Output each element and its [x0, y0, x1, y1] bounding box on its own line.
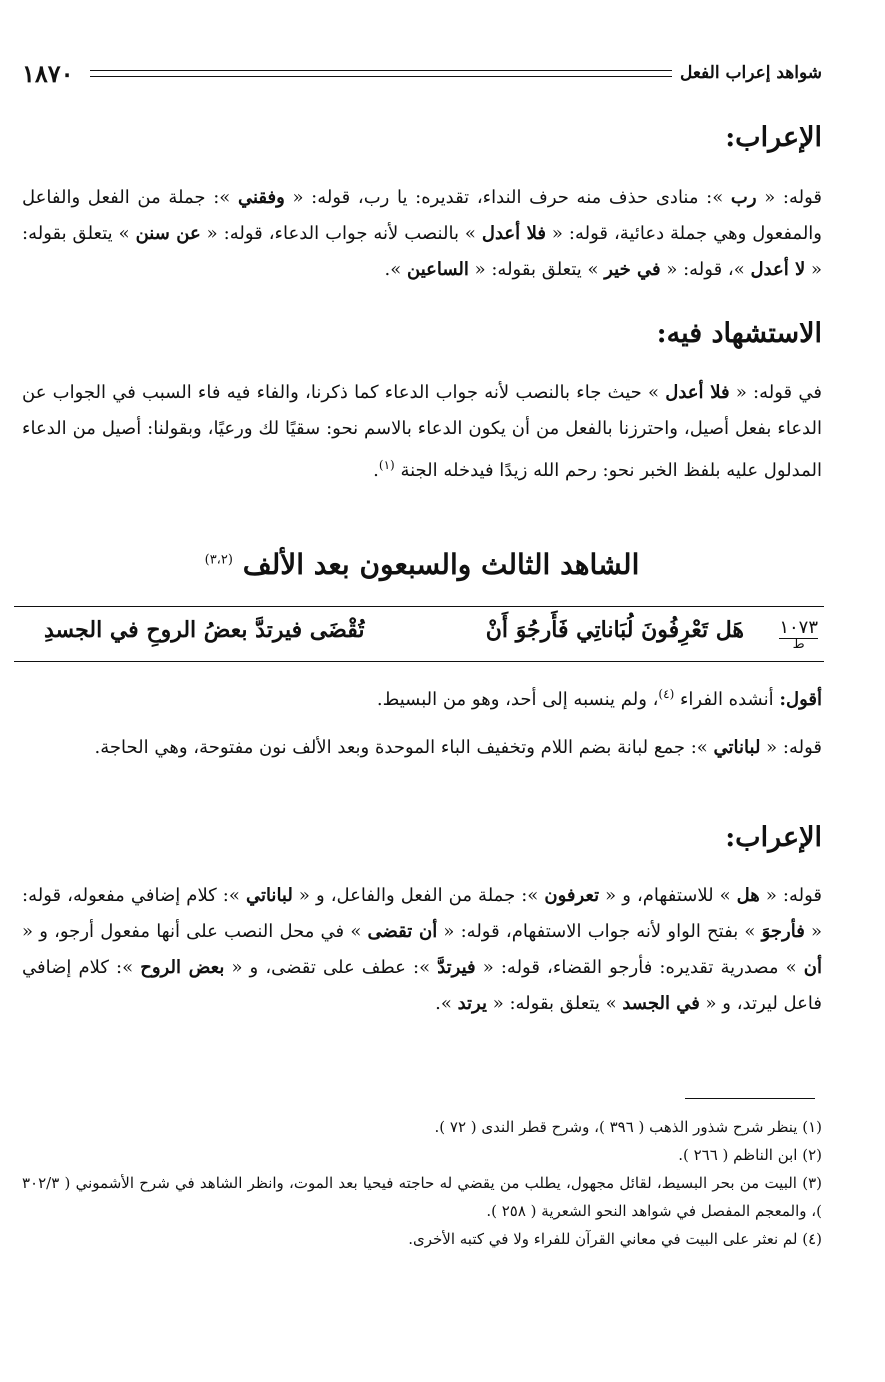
header-double-rule [90, 70, 672, 77]
verse-box [14, 606, 824, 662]
section-istishhad [22, 318, 822, 349]
page-number: ١٨٧٠ [22, 58, 74, 88]
footnote-separator [685, 1098, 815, 1099]
footnote-4: (٤) لم نعثر على البيت في معاني القرآن للفراء ولا في كتبه الأخرى. [408, 1230, 822, 1248]
running-title: شواهد إعراب الفعل [679, 63, 822, 83]
footnote-2: (٢) ابن الناظم ( ٢٦٦ ). [678, 1146, 822, 1164]
lubanati-paragraph: قوله: « لباناتي »: جمع لبانة بضم اللام وتخفيف الباء الموحدة وبعد الألف نون مفتوحة، وهي الحاجة. [94, 737, 822, 758]
footnote-3: (٣) البيت من بحر البسيط، لقائل مجهول، يطلب من يقضي له حاجته فيحيا بعد الموت، وانظر الشاهد في شرح الأشموني ( ٣٠٢/٣ )، والمعجم المفصل في شواهد النحو الشعرية ( ٢٥٨ ). [22, 1174, 822, 1220]
footnote-ref: (١) [378, 458, 395, 472]
section-irab-1 [22, 122, 822, 153]
footnotes [22, 1113, 822, 1253]
section-heading: الاستشهاد فيه: [656, 318, 822, 349]
shahid-title: الشاهد الثالث والسبعون بعد الألف $^{(٣،٢)}$ [204, 548, 640, 581]
verse-number: ١٠٧٣ ط [779, 617, 818, 652]
footnote-1: (١) ينظر شرح شذور الذهب ( ٣٩٦ )، وشرح قطر الندى ( ٧٢ ). [434, 1118, 822, 1136]
irab-paragraph-2: قوله: « هل » للاستفهام، و « تعرفون »: جملة من الفعل والفاعل، و « لباناتي »: كلام إضافي مفعوله، قوله: « فأرجوَ » بفتح الواو لأنه جواب الاستفهام، قوله: « أن تقضى » في محل النصب على أنها مفعول أرجو، و « أن » مصدرية تقديره: فأرجو القضاء، قوله: « فيرتدَّ »: عطف على تقضى، و « بعض الروح »: كلام إضافي فاعل ليرتد، و « في الجسد » يتعلق بقوله: « يرتد ». [22, 885, 823, 1014]
verse-ref: ط [779, 638, 818, 651]
section-heading: الإعراب: [725, 822, 822, 853]
running-header [22, 58, 822, 88]
irab-paragraph-1: قوله: « رب »: منادى حذف منه حرف النداء، تقديره: يا رب، قوله: « وفقني »: جملة من الفعل والفاعل والمفعول وهي جملة دعائية، قوله: « فلا أعدل » بالنصب لأنه جواب الدعاء، قوله: « عن سنن » يتعلق بقوله: « لا أعدل »، قوله: « في خير » يتعلق بقوله: « الساعين ». [22, 187, 823, 280]
footnote-ref: (٣،٢) [204, 552, 233, 568]
footnote-ref: (٤) [658, 687, 675, 701]
section-heading: الإعراب: [725, 122, 822, 153]
verse-hemistich-1: هَل تَعْرِفُونَ لُبَاناتِي فَأَرجُوَ أَنْ [485, 617, 744, 643]
verse-hemistich-2: تُقْضَى فيرتدَّ بعضُ الروحِ في الجسدِ [44, 617, 365, 643]
istishhad-paragraph: في قوله: « فلا أعدل » حيث جاء بالنصب لأنه جواب الدعاء كما ذكرنا، والفاء فيه فاء السبب في الجواب عن الدعاء بفعل أصيل، واحترزنا بالفعل من أن يكون الدعاء بالاسم نحو: سقيًا لك ورعيًا، وبقولنا: أصيل من الدعاء المدلول عليه بلفظ الخبر نحو: رحم الله زيدًا فيدخله الجنة $^{(١)}$. [22, 382, 822, 481]
section-irab-2 [22, 822, 822, 853]
aqul-paragraph: أقول: أنشده الفراء $^{(٤)}$، ولم ينسبه إلى أحد، وهو من البسيط. [376, 687, 822, 710]
